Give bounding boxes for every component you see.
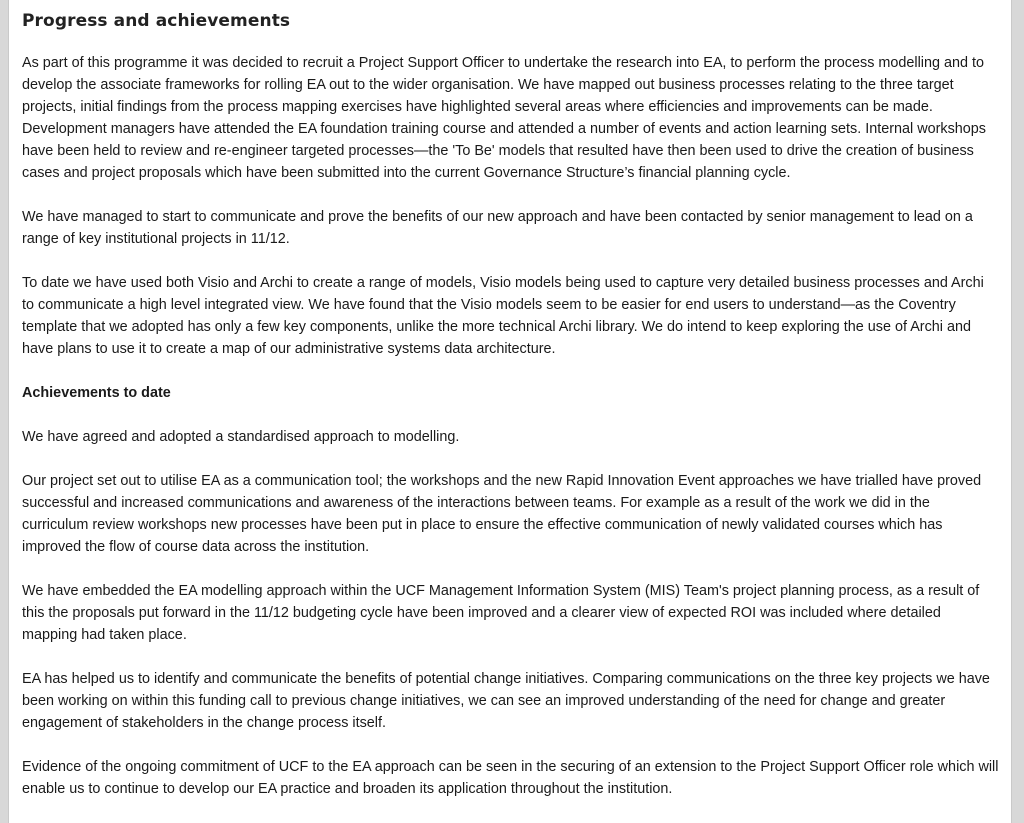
achievement-paragraph: Evidence of the ongoing commitment of UCF to the EA approach can be seen in the securing of an extension to the Project Support Officer role which will enable us to continue to develop our EA practice and broaden its application throughout the institution. [22, 759, 999, 797]
intro-paragraph: To date we have used both Visio and Archi to create a range of models, Visio models being used to capture very detailed business processes and Archi to communicate a high level integrated view. We have found that the Visio models seem to be easier for end users to understand—as the Coventry template that we adopted has only a few key components, unlike the more technical Archi library. We do intend to keep exploring the use of Archi and have plans to use it to create a map of our administrative systems data architecture. [22, 275, 984, 357]
achievement-paragraph: EA has helped us to identify and communicate the benefits of potential change initiatives. Comparing communications on the three key projects we have been working on within this funding call to previous change initiatives, we can see an improved understanding of the need for change and greater engagement of stakeholders in the change process itself. [22, 671, 990, 731]
achievement-paragraph: Our project set out to utilise EA as a communication tool; the workshops and the new Rapid Innovation Event approaches we have trialled have proved successful and increased communications and awareness of the interactions between teams. For example as a result of the work we did in the curriculum review workshops new processes have been put in place to ensure the effective communication of newly validated courses which has improved the flow of course data across the institution. [22, 473, 982, 555]
intro-paragraph: We have managed to start to communicate and prove the benefits of our new approach and have been contacted by senior management to lead on a range of key institutional projects in 11/12. [22, 209, 973, 247]
document-page [8, 0, 1012, 823]
achievement-paragraph: We have embedded the EA modelling approach within the UCF Management Information System (MIS) Team's project planning process, as a result of this the proposals put forward in the 11/12 budgeting cycle have been improved and a clearer view of expected ROI was included where detailed mapping had taken place. [22, 583, 980, 643]
intro-paragraph: As part of this programme it was decided to recruit a Project Support Officer to undertake the research into EA, to perform the process modelling and to develop the associate frameworks for rolling EA out to the wider organisation. We have mapped out business processes relating to the three target projects, initial findings from the process mapping exercises have highlighted several areas where efficiencies and improvements can be made. Development managers have attended the EA foundation training course and attended a number of events and action learning sets. Internal workshops have been held to review and re-engineer targeted processes—the 'To Be' models that resulted have then been used to drive the creation of business cases and project proposals which have been submitted into the current Governance Structure’s financial planning cycle. [22, 55, 986, 181]
achievements-subheading: Achievements to date [22, 385, 171, 401]
section-title: Progress and achievements [22, 11, 291, 31]
achievement-paragraph: We have agreed and adopted a standardised approach to modelling. [22, 429, 460, 445]
document-content [9, 0, 1011, 800]
